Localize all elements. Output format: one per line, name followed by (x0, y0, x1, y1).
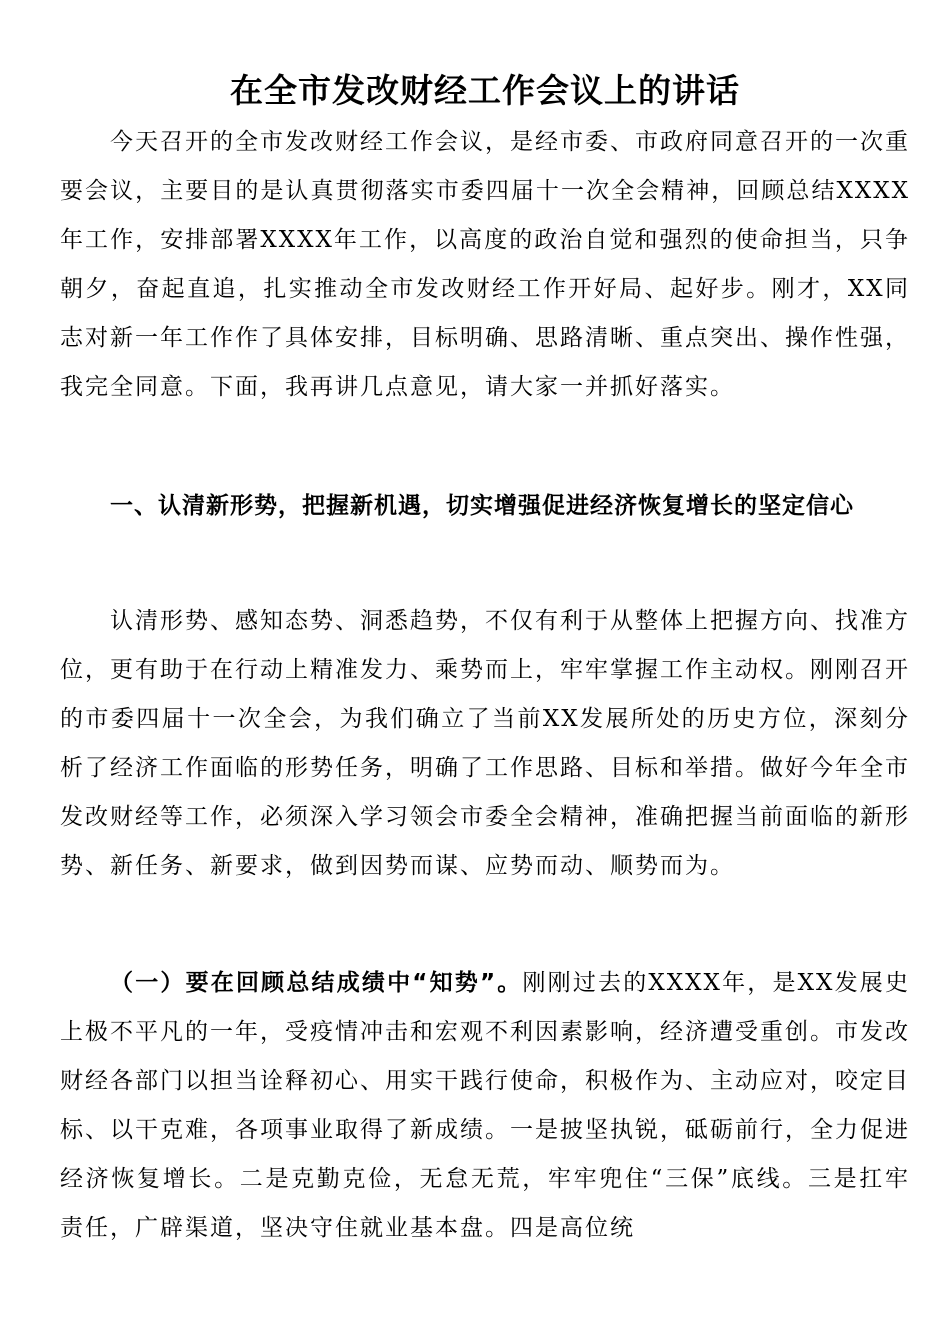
section-1-paragraph: 认清形势、感知态势、洞悉趋势，不仅有利于从整体上把握方向、找准方位，更有助于在行动上精准发力、乘势而上，牢牢掌握工作主动权。刚刚召开的市委四届十一次全会，为我们确立了当前XX发展所处的历史方位，深刻分析了经济工作面临的形势任务，明确了工作思路、目标和举措。做好今年全市发改财经等工作，必须深入学习领会市委全会精神，准确把握当前面临的新形势、新任务、新要求，做到因势而谋、应势而动、顺势而为。 (60, 608, 910, 879)
section-heading-1: 一、认清新形势，把握新机遇，切实增强促进经济恢复增长的坚定信心 (110, 493, 854, 519)
subsection-1-paragraph (60, 959, 910, 1253)
subsection-1-lead: （一）要在回顾总结成绩中“知势”。 (110, 970, 523, 996)
intro-paragraph: 今天召开的全市发改财经工作会议，是经市委、市政府同意召开的一次重要会议，主要目的是认真贯彻落实市委四届十一次全会精神，回顾总结XXXX年工作，安排部署XXXX年工作，以高度的政治自觉和强烈的使命担当，只争朝夕，奋起直追，扎实推动全市发改财经工作开好局、起好步。刚才，XX同志对新一年工作作了具体安排，目标明确、思路清晰、重点突出、操作性强，我完全同意。下面，我再讲几点意见，请大家一并抓好落实。 (60, 129, 910, 400)
subsection-1-body: 刚刚过去的XXXX年，是XX发展史上极不平凡的一年，受疫情冲击和宏观不利因素影响，经济遭受重创。市发改财经各部门以担当诠释初心、用实干践行使命，积极作为、主动应对，咬定目标、以干克难，各项事业取得了新成绩。一是披坚执锐，砥砺前行，全力促进经济恢复增长。二是克勤克俭，无怠无荒，牢牢兜住“三保”底线。三是扛牢责任，广辟渠道，坚决守住就业基本盘。四是高位统 (60, 970, 910, 1241)
document-title: 在全市发改财经工作会议上的讲话 (230, 71, 740, 110)
